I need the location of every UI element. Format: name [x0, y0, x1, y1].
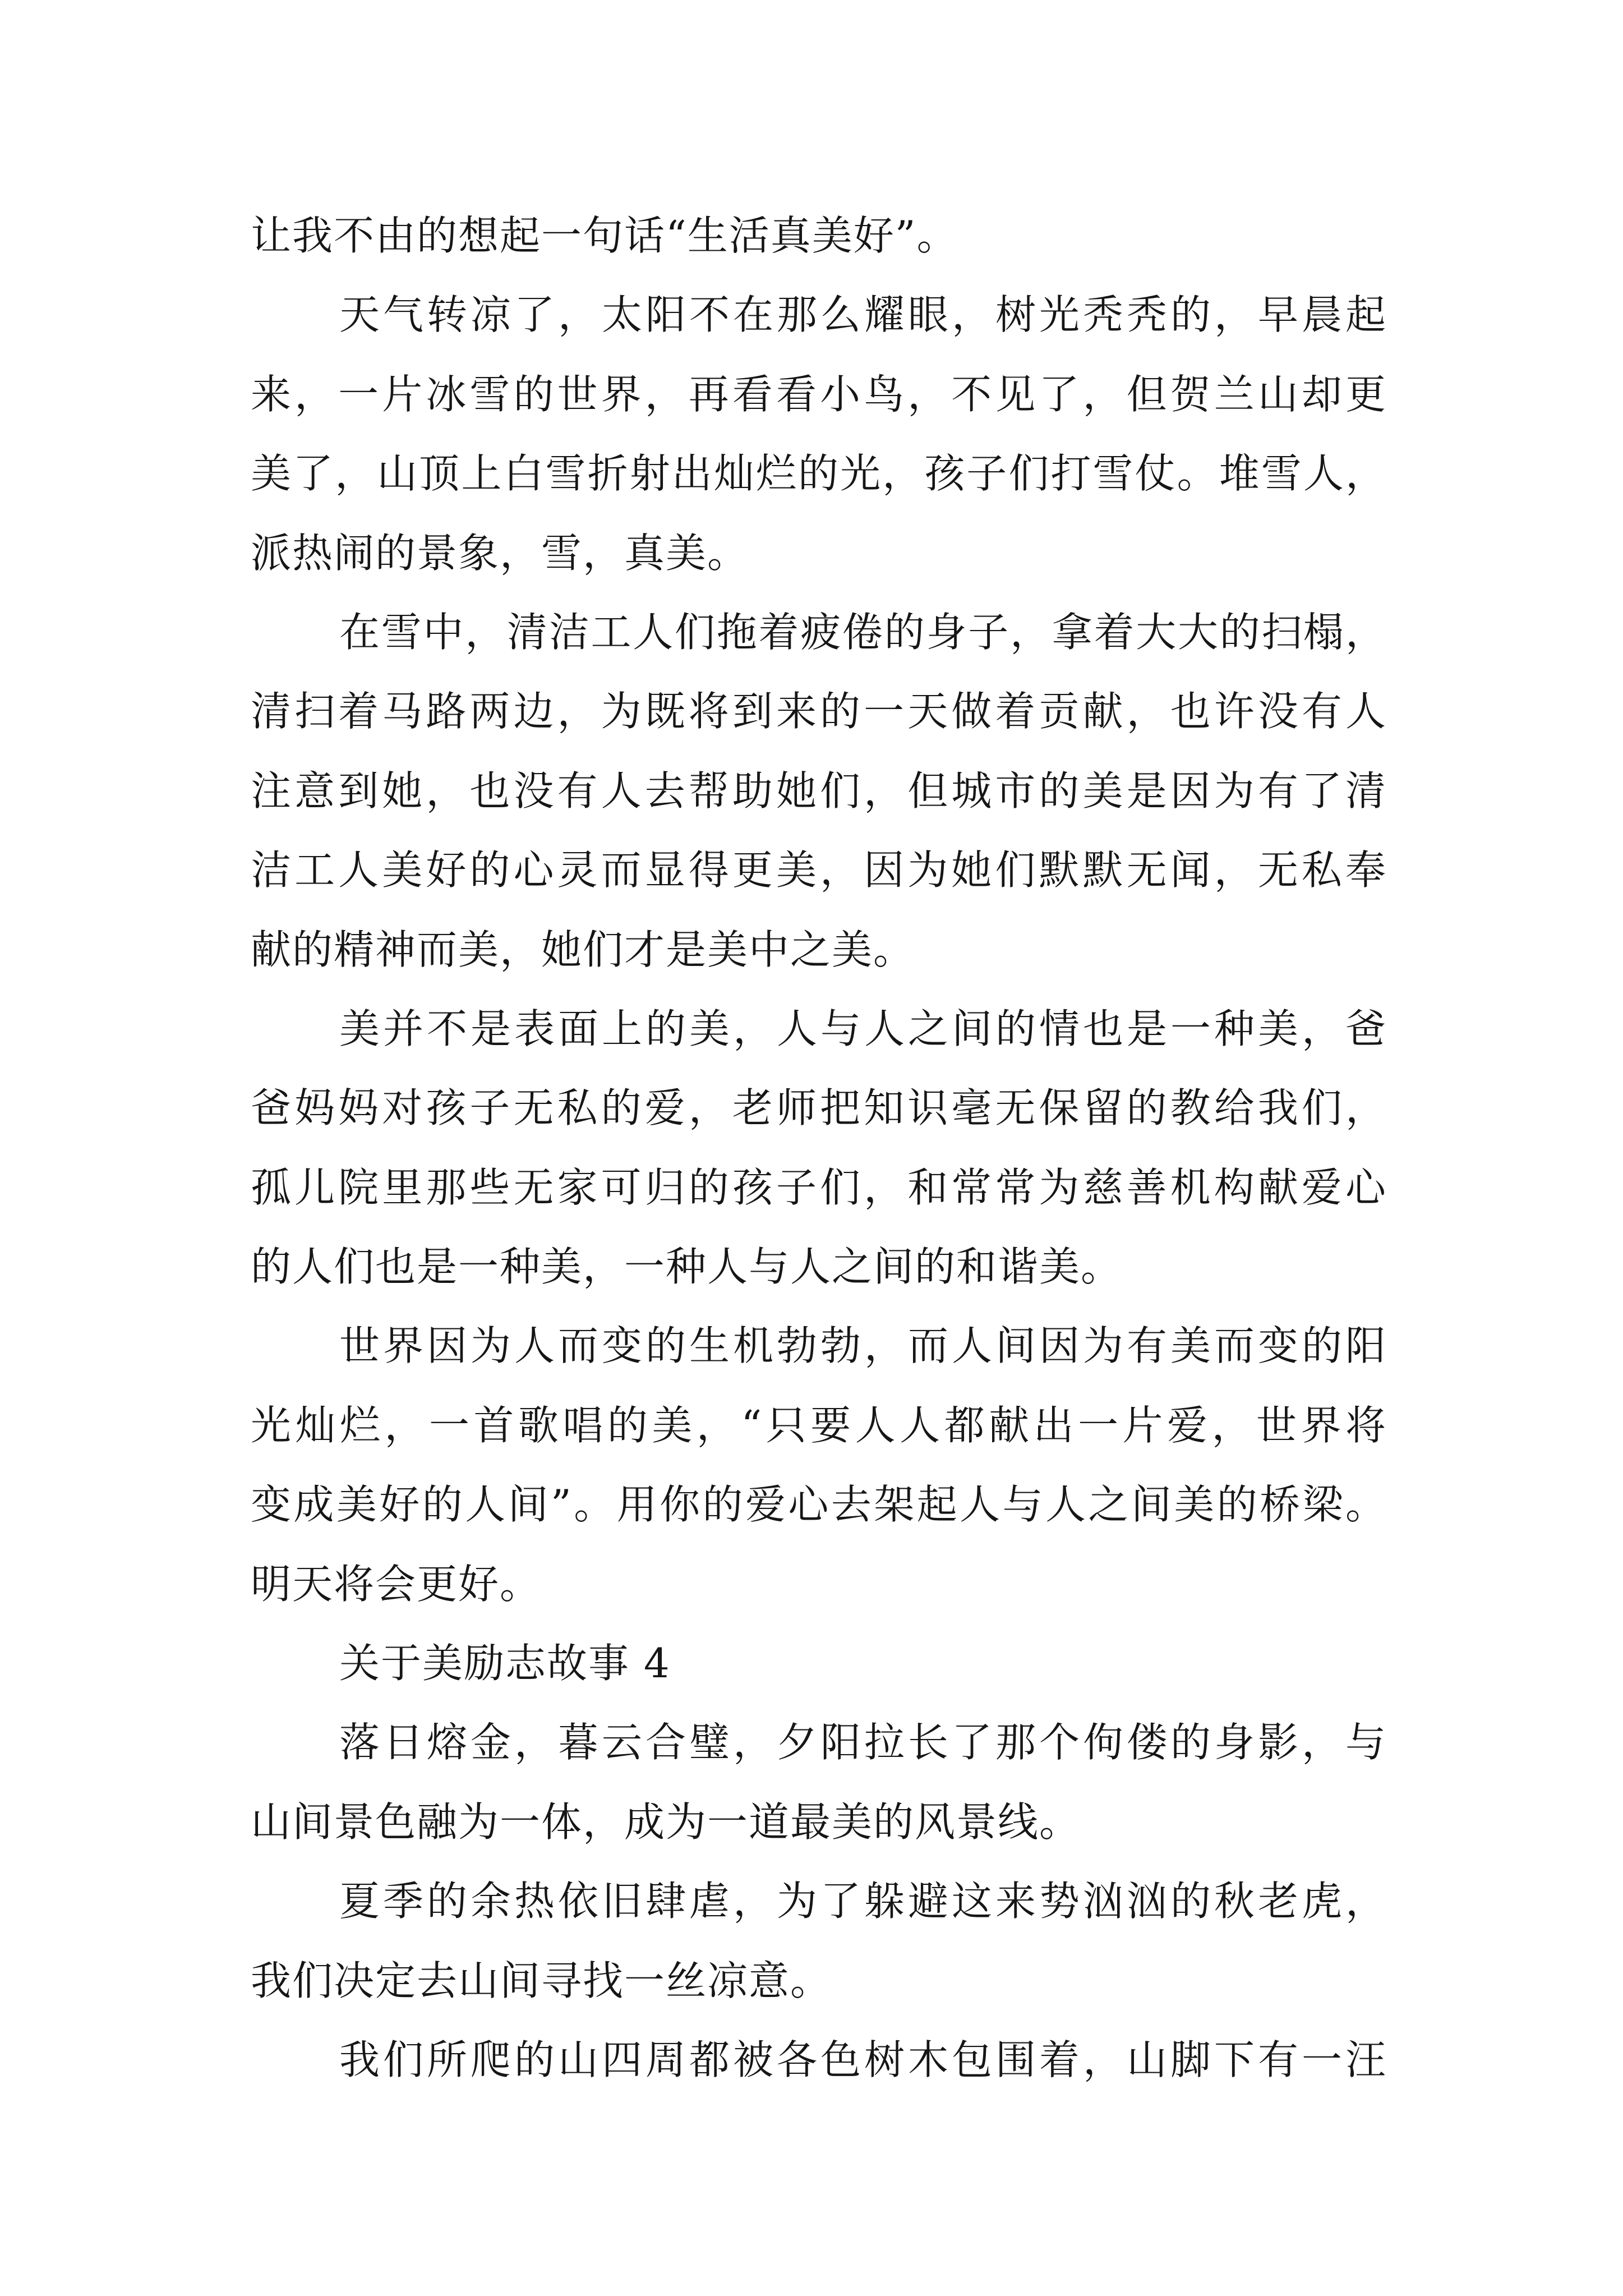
text-line: 变成美好的人间”。用你的爱心去架起人与人之间美的桥梁。 [251, 1481, 1387, 1529]
text-line: 让我不由的想起一句话“生活真美好”。 [251, 212, 958, 259]
section-heading [251, 1624, 1387, 1703]
text-line: 在雪中，清洁工人们拖着疲倦的身子，拿着大大的扫榻， [339, 608, 1387, 656]
text-line: 夏季的余热依旧肆虐，为了躲避这来势汹汹的秋老虎， [339, 1878, 1387, 1925]
paragraph-continued [251, 196, 1387, 275]
text-line: 美了，山顶上白雪折射出灿烂的光，孩子们打雪仗。堆雪人， [251, 450, 1387, 498]
text-line: 来，一片冰雪的世界，再看看小鸟，不见了，但贺兰山却更 [251, 370, 1387, 418]
text-line: 美并不是表面上的美，人与人之间的情也是一种美，爸 [339, 1005, 1387, 1052]
text-line: 献的精神而美，她们才是美中之美。 [251, 926, 915, 973]
paragraph [251, 275, 1387, 593]
text-line: 明天将会更好。 [251, 1560, 542, 1608]
paragraph [251, 1703, 1387, 1862]
paragraph [251, 1862, 1387, 2021]
paragraph-continues [251, 2021, 1387, 2100]
text-line: 洁工人美好的心灵而显得更美，因为她们默默无闻，无私奉 [251, 846, 1387, 894]
paragraph [251, 990, 1387, 1307]
text-line: 的人们也是一种美，一种人与人之间的和谐美。 [251, 1243, 1123, 1291]
text-line: 注意到她，也没有人去帮助她们，但城市的美是因为有了清 [251, 767, 1387, 815]
paragraph [251, 593, 1387, 990]
text-line: 山间景色融为一体，成为一道最美的风景线。 [251, 1798, 1081, 1846]
text-line: 清扫着马路两边，为既将到来的一天做着贡献，也许没有人 [251, 688, 1387, 735]
text-line: 世界因为人而变的生机勃勃，而人间因为有美而变的阳 [339, 1322, 1387, 1370]
text-line: 爸妈妈对孩子无私的爱，老师把知识毫无保留的教给我们， [251, 1084, 1387, 1132]
paragraph [251, 1306, 1387, 1624]
text-line: 我们决定去山间寻找一丝凉意。 [251, 1957, 832, 2004]
text-line: 孤儿院里那些无家可归的孩子们，和常常为慈善机构献爱心 [251, 1163, 1387, 1211]
text-line: 天气转凉了，太阳不在那么耀眼，树光秃秃的，早晨起 [339, 291, 1387, 339]
document-body [251, 196, 1387, 2100]
text-line: 派热闹的景象，雪，真美。 [251, 529, 749, 577]
text-line: 光灿烂，一首歌唱的美，“只要人人都献出一片爱，世界将 [251, 1401, 1387, 1449]
text-line: 落日熔金，暮云合璧，夕阳拉长了那个佝偻的身影，与 [339, 1719, 1387, 1766]
section-heading-text: 关于美励志故事 4 [339, 1640, 671, 1687]
text-line: 我们所爬的山四周都被各色树木包围着，山脚下有一汪 [339, 2036, 1387, 2083]
